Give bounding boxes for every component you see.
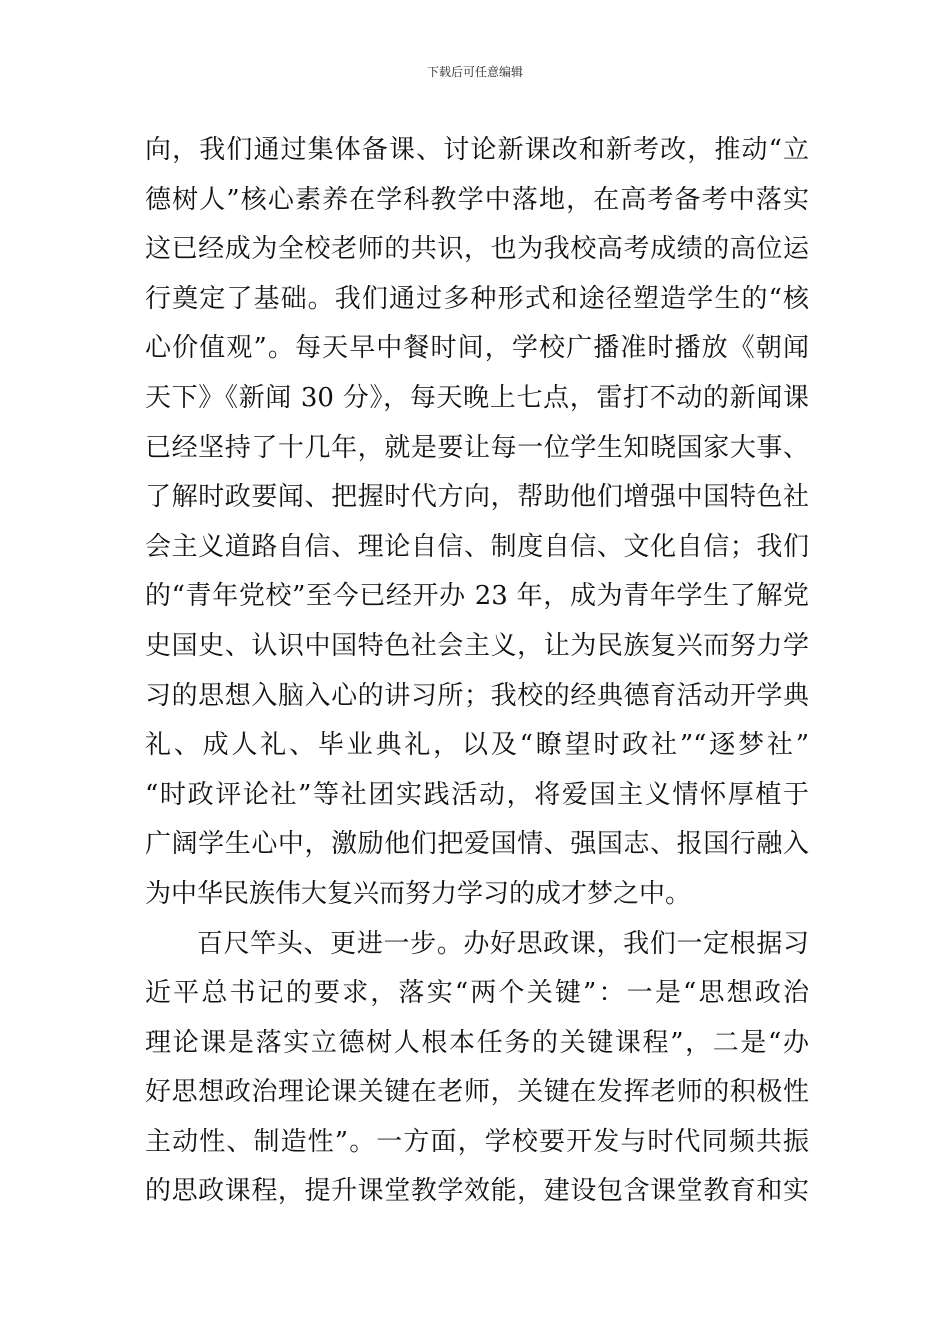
text-line: “时政评论社”等社团实践活动，将爱国主义情怀厚植于 [145,779,809,810]
document-body [145,126,809,1217]
text-line: 这已经成为全校老师的共识，也为我校高考成绩的高位运 [145,234,809,265]
text-line: 为中华民族伟大复兴而努力学习的成才梦之中。 [145,878,692,909]
paragraph [145,126,809,920]
text-line: 礼、成人礼、毕业典礼，以及“瞭望时政社”“逐梦社” [145,730,809,761]
text-line: 习的思想入脑入心的讲习所；我校的经典德育活动开学典 [145,680,809,711]
text-line: 百尺竿头、更进一步。办好思政课，我们一定根据习 [197,928,809,959]
text-line: 心价值观”。每天早中餐时间，学校广播准时播放《朝闻 [145,333,809,364]
text-line: 会主义道路自信、理论自信、制度自信、文化自信；我们 [145,531,809,562]
text-line: 已经坚持了十几年，就是要让每一位学生知晓国家大事、 [145,432,809,463]
text-line: 天下》《新闻 30 分》，每天晚上七点，雷打不动的新闻课 [145,382,809,413]
text-line: 向，我们通过集体备课、讨论新课改和新考改，推动“立 [145,135,809,165]
paragraph [145,920,809,1218]
text-line: 德树人”核心素养在学科教学中落地，在高考备考中落实 [145,184,809,215]
text-line: 主动性、制造性”。一方面，学校要开发与时代同频共振 [145,1126,809,1157]
header-text: 下载后可任意编辑 [426,65,523,79]
page-header [0,64,950,80]
text-line: 的“青年党校”至今已经开办 23 年，成为青年学生了解党 [145,581,809,612]
text-line: 的思政课程，提升课堂教学效能，建设包含课堂教育和实 [145,1176,809,1207]
text-line: 史国史、认识中国特色社会主义，让为民族复兴而努力学 [145,630,809,661]
text-line: 行奠定了基础。我们通过多种形式和途径塑造学生的“核 [145,283,809,314]
text-line: 近平总书记的要求，落实“两个关键”：一是“思想政治 [145,978,809,1009]
text-line: 了解时政要闻、把握时代方向，帮助他们增强中国特色社 [145,482,809,513]
text-line: 好思想政治理论课关键在老师，关键在发挥老师的积极性 [145,1077,809,1108]
text-line: 理论课是落实立德树人根本任务的关键课程”，二是“办 [145,1027,809,1058]
text-line: 广阔学生心中，激励他们把爱国情、强国志、报国行融入 [145,829,809,860]
